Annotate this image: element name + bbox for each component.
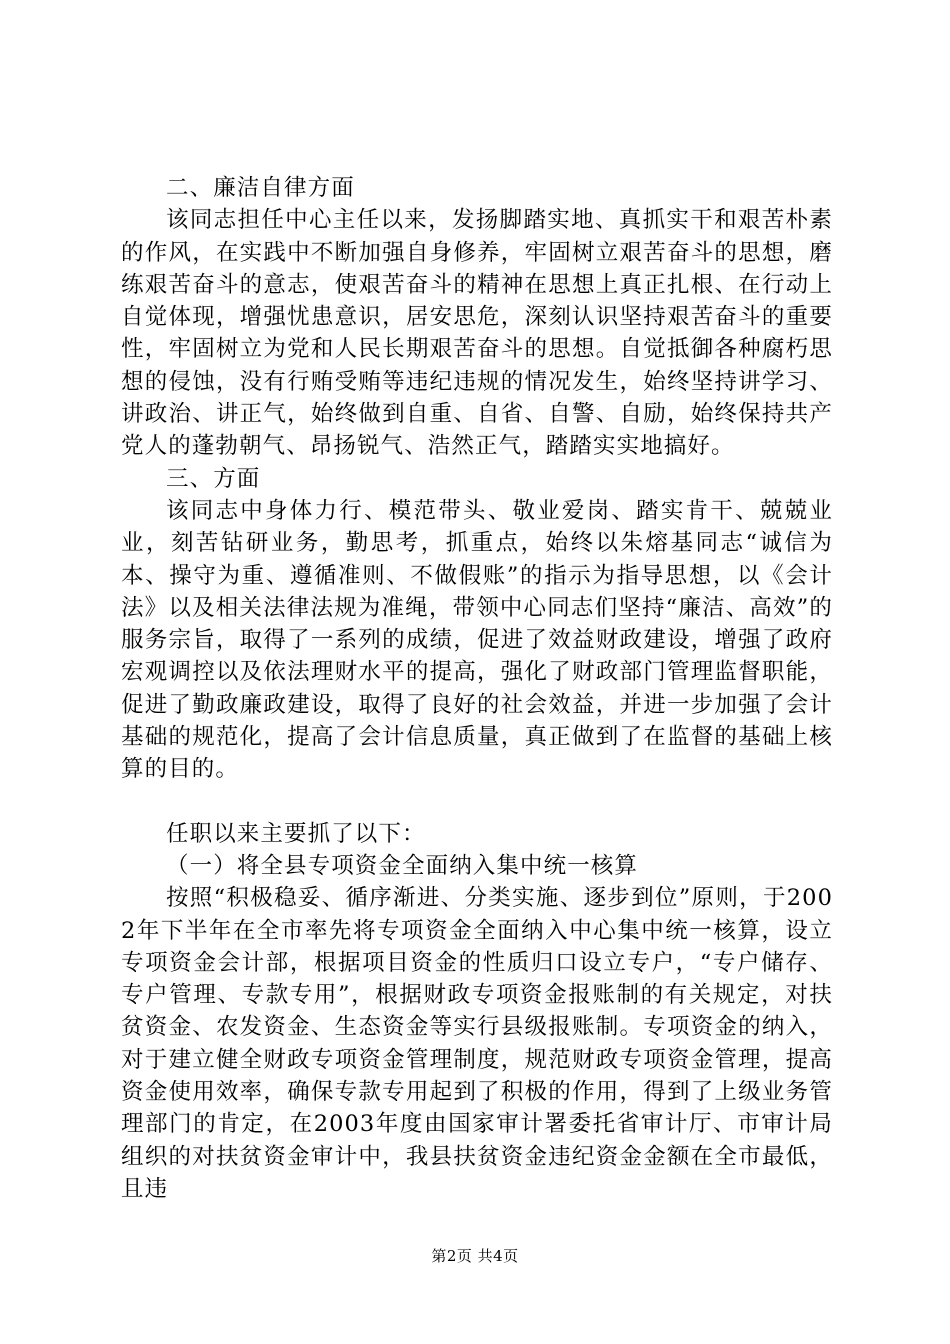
- page-footer: 第2页 共4页: [431, 1247, 519, 1265]
- subsection-heading-special-funds: （一）将全县专项资金全面纳入集中统一核算: [166, 852, 639, 879]
- paragraph-special-funds-body: 按照“积极稳妥、循序渐进、分类实施、逐步到位”原则，于2002年下半年在全市率先将专项资金全面纳入中心集中统一核算，设立专项资金会计部，根据项目资金的性质归口设立专户，“专户储存、专户管理、专款专用”，根据财政专项资金报账制的有关规定，对扶贫资金、农发资金、生态资金等实行县级报账制。专项资金的纳入，对于建立健全财政专项资金管理制度，规范财政专项资金管理，提高资金使用效率，确保专款专用起到了积极的作用，得到了上级业务管理部门的肯定，在2003年度由国家审计署委托省审计厅、市审计局组织的对扶贫资金审计中，我县扶贫资金违纪资金金额在全市最低，且违: [121, 885, 833, 1202]
- section-heading-aspect: 三、方面: [166, 465, 261, 492]
- document-body: [121, 172, 833, 1205]
- paragraph-integrity-body: 该同志担任中心主任以来，发扬脚踏实地、真抓实干和艰苦朴素的作风，在实践中不断加强自身修养，牢固树立艰苦奋斗的思想，磨练艰苦奋斗的意志，使艰苦奋斗的精神在思想上真正扎根、在行动上自觉体现，增强忧患意识，居安思危，深刻认识坚持艰苦奋斗的重要性，牢固树立为党和人民长期艰苦奋斗的思想。自觉抵御各种腐朽思想的侵蚀，没有行贿受贿等违纪违规的情况发生，始终坚持讲学习、讲政治、讲正气，始终做到自重、自省、自警、自励，始终保持共产党人的蓬勃朝气、昂扬锐气、浩然正气，踏踏实实地搞好。: [121, 207, 833, 460]
- paragraph-since-appointment: 任职以来主要抓了以下：: [166, 820, 426, 847]
- paragraph-aspect-body: 该同志中身体力行、模范带头、敬业爱岗、踏实肯干、兢兢业业，刻苦钻研业务，勤思考，抓重点，始终以朱熔基同志“诚信为本、操守为重、遵循准则、不做假账”的指示为指导思想，以《会计法》以及相关法律法规为准绳，带领中心同志们坚持“廉洁、高效”的服务宗旨，取得了一系列的成绩，促进了效益财政建设，增强了政府宏观调控以及依法理财水平的提高，强化了财政部门管理监督职能，促进了勤政廉政建设，取得了良好的社会效益，并进一步加强了会计基础的规范化，提高了会计信息质量，真正做到了在监督的基础上核算的目的。: [121, 497, 833, 783]
- paragraph-gap: [121, 786, 833, 818]
- section-heading-integrity: 二、廉洁自律方面: [166, 175, 355, 201]
